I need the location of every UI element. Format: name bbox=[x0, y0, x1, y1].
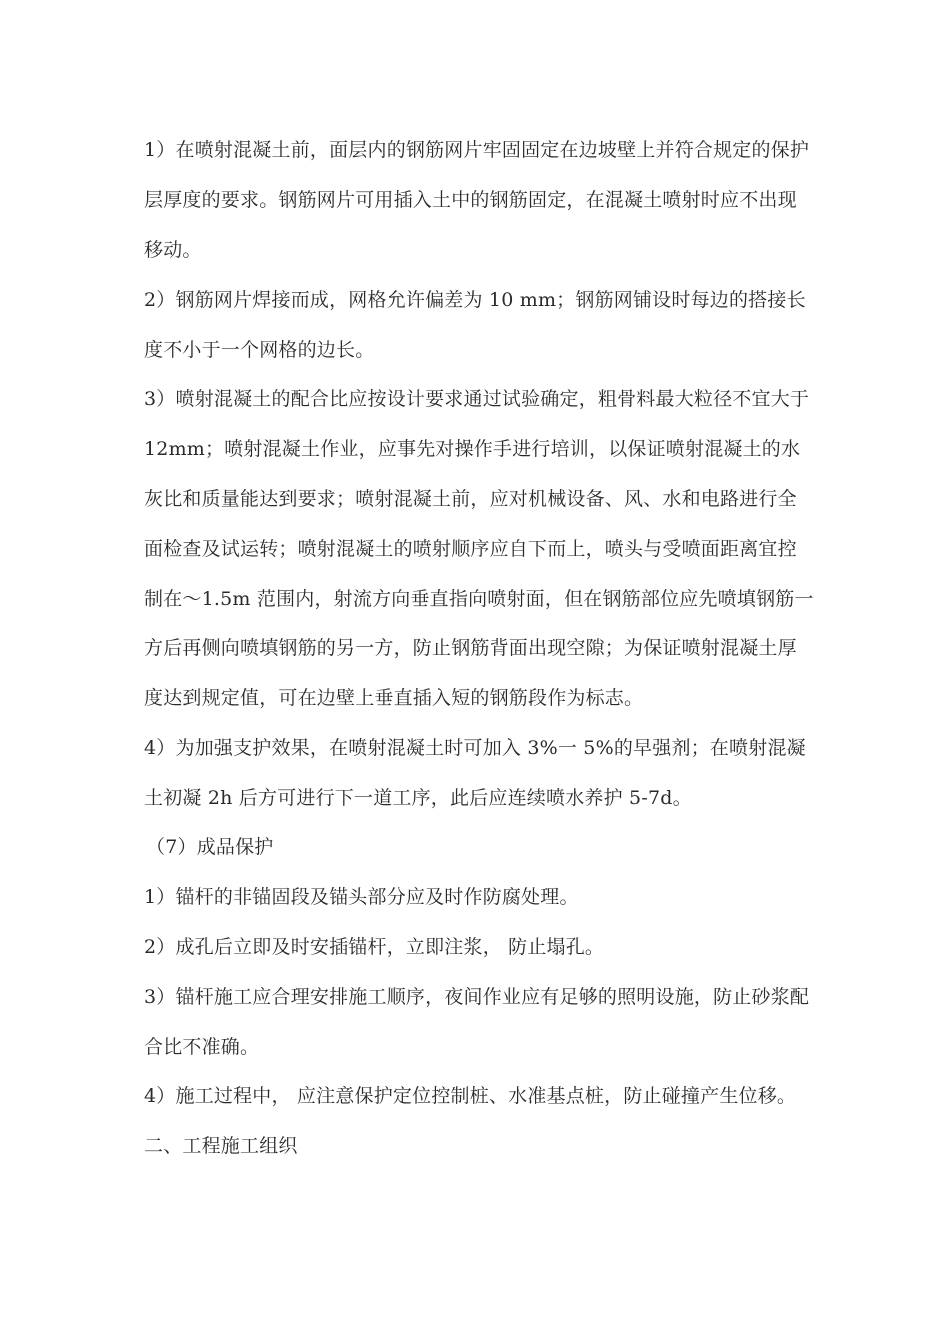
text-line: 合比不准确。 bbox=[144, 1036, 260, 1058]
text-line: 1）锚杆的非锚固段及锚头部分应及时作防腐处理。 bbox=[144, 886, 579, 908]
text-line: 3）喷射混凝土的配合比应按设计要求通过试验确定，粗骨料最大粒径不宜大于 bbox=[144, 388, 810, 410]
section-heading: （7）成品保护 bbox=[146, 836, 274, 858]
text-line: 层厚度的要求。钢筋网片可用插入土中的钢筋固定，在混凝土喷射时应不出现 bbox=[144, 189, 797, 211]
text-line: 面检查及试运转；喷射混凝土的喷射顺序应自下而上，喷头与受喷面距离宜控 bbox=[144, 538, 797, 560]
text-line: 度达到规定值，可在边壁上垂直插入短的钢筋段作为标志。 bbox=[144, 687, 644, 709]
chapter-heading: 二、工程施工组织 bbox=[144, 1135, 298, 1157]
text-line: 3）锚杆施工应合理安排施工顺序，夜间作业应有足够的照明设施，防止砂浆配 bbox=[144, 986, 810, 1008]
text-line: 制在～1.5m 范围内，射流方向垂直指向喷射面，但在钢筋部位应先喷填钢筋一 bbox=[144, 588, 814, 610]
text-line: 1）在喷射混凝土前，面层内的钢筋网片牢固固定在边坡壁上并符合规定的保护 bbox=[144, 139, 810, 161]
text-line: 移动。 bbox=[144, 239, 202, 261]
text-line: 度不小于一个网格的边长。 bbox=[144, 339, 375, 361]
text-line: 土初凝 2h 后方可进行下一道工序，此后应连续喷水养护 5-7d。 bbox=[144, 787, 692, 809]
text-line: 方后再侧向喷填钢筋的另一方，防止钢筋背面出现空隙；为保证喷射混凝土厚 bbox=[144, 637, 797, 659]
text-line: 4）施工过程中， 应注意保护定位控制桩、水准基点桩，防止碰撞产生位移。 bbox=[144, 1085, 797, 1107]
text-line: 2）成孔后立即及时安插锚杆，立即注浆， 防止塌孔。 bbox=[144, 936, 605, 958]
text-line: 2）钢筋网片焊接而成，网格允许偏差为 10 mm；钢筋网铺设时每边的搭接长 bbox=[144, 289, 806, 311]
text-line: 4）为加强支护效果，在喷射混凝土时可加入 3%一 5%的早强剂；在喷射混凝 bbox=[144, 737, 806, 759]
text-line: 12mm；喷射混凝土作业，应事先对操作手进行培训，以保证喷射混凝土的水 bbox=[144, 438, 801, 460]
text-line: 灰比和质量能达到要求；喷射混凝土前，应对机械设备、风、水和电路进行全 bbox=[144, 488, 797, 510]
